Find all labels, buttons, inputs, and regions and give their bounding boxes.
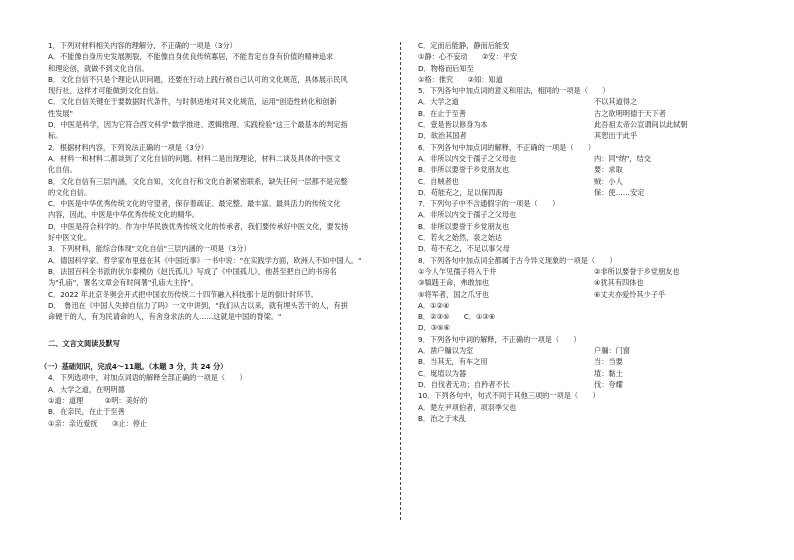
q4-option-a: A．大学之道，在明明德 (48, 384, 125, 394)
option-right: 户牖：门窗 (594, 346, 630, 356)
text-line: 8．下列各句中加点词全都属于古今异义现象的一项是（ ） (418, 255, 617, 265)
text-line: B．治之于未乱 (418, 413, 467, 423)
text-line: C．中医是中华优秀传统文化的守望者，保存着疏证、最完整、最丰富、最具活力的传统文化 (48, 199, 341, 209)
option-row (418, 108, 766, 119)
q6-options (418, 153, 766, 198)
option-right: 保：使……安定 (594, 187, 645, 197)
option-row (418, 130, 766, 141)
q7-q8-lines (418, 198, 766, 266)
q6-stem: 6．下列各句中加点词的解释，不正确的一项是（ ） (418, 142, 596, 152)
text-line: B．②③⑤ C．①③⑥ (418, 312, 496, 322)
option-right: 古之欲明明德于天下者 (594, 108, 666, 118)
q4-option-b-notes: ①亲：亲近爱抚 ③止：停止 (48, 418, 148, 428)
option-left: D．苟能充之，足以保四海 (418, 187, 503, 197)
text-line: C．文化自信关键在于要数据时代条件，与时俱进地对其文化规范，运用"创造性转化和创新 (48, 97, 337, 107)
q4-option-a-notes: ①道：道理 ②明：美好的 (48, 395, 148, 405)
text-line: 内容，因此，中医是中华优秀传统文化的精华。 (48, 210, 199, 220)
option-left: B．当其无，有车之用 (418, 357, 488, 367)
text-line: C．定而后能静，静而后能安 (418, 41, 510, 50)
option-row (418, 187, 766, 198)
text-line: 1．下列对材料相关内容的理解分，不正确的一项是（3分） (48, 41, 237, 50)
text-line: 3．下列材料，能综合体现"文化自信"三层内涵的一项是（3分） (48, 244, 251, 254)
option-row (418, 176, 766, 187)
text-line: B．文化自信不只是个理论认识问题，还要在行动上践行被自己认可的文化规范，具体展示民风 (48, 74, 348, 84)
option-row (418, 96, 766, 107)
option-right: 内：同"纳"，结交 (594, 153, 651, 163)
option-left: C．埏埴以为器 (418, 368, 467, 378)
text-line: A．楚左尹项伯者，项羽季父也 (418, 402, 517, 412)
option-row (418, 119, 766, 130)
text-line: B．非所以要誉于乡党朋友也 (418, 221, 510, 231)
option-row (418, 153, 766, 164)
text-line: C．2022 年北京冬奥会开式把中国农历传统二十四节融入科技那十足的倒计时环节。 (48, 289, 318, 299)
text-line: A．①②④ (418, 300, 450, 310)
option-row (418, 266, 766, 277)
text-line: 5．下列各句中加点词的意义和用法，相同的一项是（ ） (418, 86, 610, 96)
text-line: D． 鲁迅在《中国人失掉自信力了吗》一文中讲到，"我们从古以来，就有埋头苦干的人，有拼 (48, 300, 348, 310)
left-question-block (40, 40, 388, 322)
text-line: C．若火之始然，泉之始达 (418, 233, 503, 243)
q9-stem: 9．下列各句中词的解释，不正确的一项是（ ） (418, 334, 581, 344)
text-line: A．材料一和材料二都谈到了文化自信的问题。材料二是出现理论，材料二谈及具体的中医文 (48, 153, 341, 163)
option-left: A．凿户牖以为室 (418, 346, 474, 356)
q4-stem: 4．下列选项中，对加点词语的解释全部正确的一项是（ ） (48, 373, 247, 383)
option-left: C．壹是皆以修身为本 (418, 120, 488, 130)
text-line: 现行社，这样才可能做到文化自信。 (48, 86, 164, 96)
text-line: 10．下列各句中，句式不同于其他三项的一项是（ ） (418, 391, 600, 401)
text-line: B．法国百科全书派的伏尔泰模仿《赵氏孤儿》写成了《中国孤儿》，他甚至把自己的书房名 (48, 266, 337, 276)
text-line: A．德国科学家、哲学家布里兹在其《中国近事》一书中说："在实践学方面，欧洲人不如中国人。" (48, 255, 362, 265)
option-left: ⑤将军者，国之爪牙也 (418, 289, 490, 299)
text-line: 标。 (48, 131, 63, 141)
text-line: A．非所以内交于孺子之父母也 (418, 210, 517, 220)
option-left: ①今人乍见孺子将入于井 (418, 266, 497, 276)
text-line: 7．下列句子中不含通假字的一项是（ ） (418, 199, 560, 209)
text-line: D．苟不充之，不足以事父母 (418, 244, 510, 254)
option-right: 伐：夸耀 (594, 379, 623, 389)
option-right: 其恕出于此乎 (594, 131, 638, 141)
option-left: B．在止于至善 (418, 108, 467, 118)
text-line: ①格：推究 ②知：知道 (418, 74, 503, 84)
column-divider (400, 42, 401, 520)
text-line: ①静：心不妄动 ②安：平安 (418, 52, 518, 62)
text-line: D．中医是符合科学的。作为中华民族优秀传统文化的传承者，我们要传承好中医文化，要发扬 (48, 221, 349, 231)
text-line: 化自信。 (48, 165, 77, 175)
text-line: D．③⑤⑥ (418, 323, 451, 333)
text-line: A．不能像自身历史发展割裂，不能像自身优良传统寡居，不能肯定自身有价值的精神追求 (48, 52, 334, 62)
option-right: 不以其道得之 (594, 97, 638, 107)
text-line: 性发展" (48, 108, 73, 118)
right-column (418, 40, 766, 424)
text-line: 好中医文化。 (48, 233, 92, 243)
option-right: 贼：小人 (594, 176, 623, 186)
option-row (418, 277, 766, 288)
option-row (418, 368, 766, 379)
option-right: ④犹其有四体也 (594, 278, 644, 288)
q8-items (418, 266, 766, 300)
q4-option-b: B．在亲民，在止于至善 (48, 407, 125, 417)
text-line: 和理论创，就做不到文化自信。 (48, 63, 149, 73)
option-right: 埴：黏土 (594, 368, 623, 378)
option-right: 此吾祖太帝公宣谓间以此轼朝 (594, 120, 688, 130)
subsection-title: （一）基础知识，完成4～11题。（本题 3 分，共 24 分） (40, 362, 228, 372)
option-left: A．非所以内交于孺子之父母也 (418, 153, 517, 163)
q9-options (418, 345, 766, 390)
option-right: 要：求取 (594, 165, 623, 175)
option-right: ⑥丈夫亦爱怜其少子乎 (594, 289, 666, 299)
text-line: B．文化自信有三层内涵，文化自知，文化自行和文化自新紧密联系，缺失任何一层都不是完整 (48, 176, 348, 186)
option-right: 当：当要 (594, 357, 623, 367)
option-row (418, 356, 766, 367)
option-row (418, 289, 766, 300)
option-left: B．非所以要誉于乡党朋友也 (418, 165, 510, 175)
right-intro-lines (418, 40, 766, 96)
option-left: A．大学之道 (418, 97, 459, 107)
q5-options (418, 96, 766, 141)
option-left: C．自贼者也 (418, 176, 459, 186)
text-line: 2．根据材料内容，下列说法正确的一项是（3分） (48, 142, 209, 152)
left-column (40, 40, 388, 429)
text-line: 命硬干的人，有为民请命的人，有舍身求法的人……这就是中国的脊梁。" (48, 312, 282, 322)
option-right: ②非所以要誉于乡党朋友也 (594, 266, 680, 276)
option-row (418, 164, 766, 175)
option-left: D．自伐者无功；自矜者不长 (418, 379, 510, 389)
option-left: D．欲治其国者 (418, 131, 467, 141)
text-line: 为"孔庙"，署名文章会有时间署"孔庙大主持"。 (48, 278, 198, 288)
text-line: D．物格而后知至 (418, 63, 474, 73)
text-line: D．中医是科学，因为它符合西文科学"数学推进、逻辑推理、实践检验"这三个最基本的判定指 (48, 120, 348, 130)
option-row (418, 379, 766, 390)
q8-options (418, 300, 766, 334)
section-title: 二、文言文阅读及默写 (48, 339, 120, 349)
option-row (418, 345, 766, 356)
q10-lines (418, 390, 766, 424)
option-left: ③犒韪王命，弗敢加也 (418, 278, 490, 288)
text-line: 的文化自信。 (48, 187, 92, 197)
